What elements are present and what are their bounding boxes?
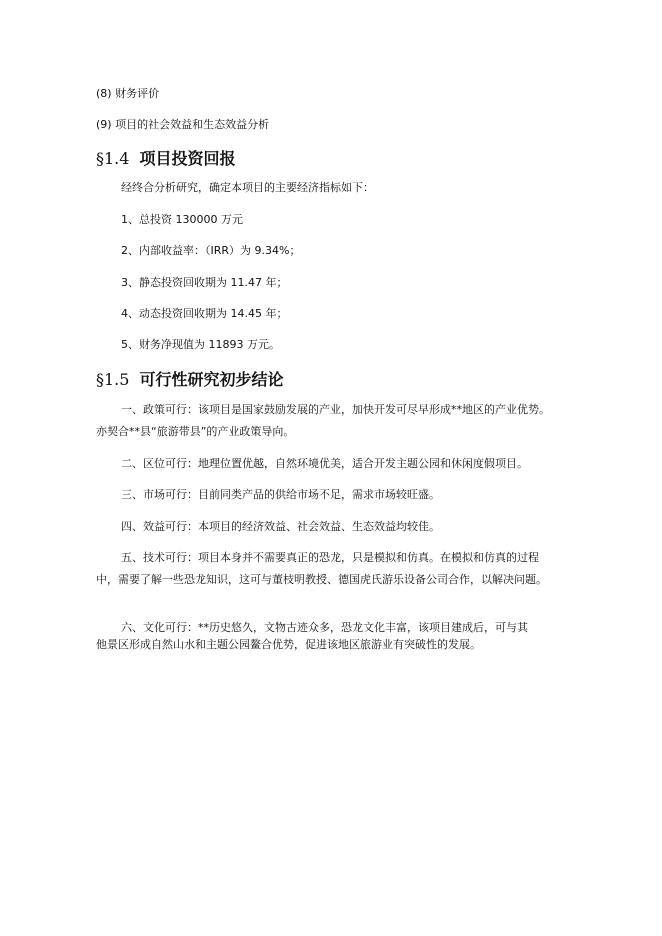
paragraph-culture-line1: 六、文化可行：**历史悠久，文物古迹众多，恐龙文化丰富，该项目建成后，可与其: [121, 621, 528, 634]
section-intro: 经终合分析研究，确定本项目的主要经济指标如下：: [121, 181, 374, 194]
section-title: 可行性研究初步结论: [139, 370, 284, 389]
indicator-item: 4、动态投资回收期为 14.45 年；: [121, 307, 288, 320]
section-title: 项目投资回报: [139, 149, 236, 168]
indicator-item: 5、财务净现值为 11893 万元。: [121, 338, 280, 351]
indicator-item: 3、静态投资回收期为 11.47 年；: [121, 276, 288, 289]
paragraph-culture-line2: 他景区形成自然山水和主题公园鳌合优势，促进该地区旅游业有突破性的发展。: [96, 638, 481, 651]
paragraph-benefit: 四、效益可行：本项目的经济效益、社会效益、生态效益均较佳。: [121, 520, 440, 533]
paragraph-location: 二、区位可行：地理位置优越，自然环境优美，适合开发主题公园和休闲度假项目。: [121, 457, 528, 470]
paragraph-market: 三、市场可行：目前同类产品的供给市场不足，需求市场较旺盛。: [121, 488, 440, 501]
section-number: §1.5: [96, 370, 130, 389]
section-heading-1-4: [96, 149, 235, 169]
list-item-financial-evaluation: (8) 财务评价: [96, 87, 160, 100]
indicator-item: 2、内部收益率：（IRR）为 9.34%；: [121, 244, 301, 257]
paragraph-policy-line2: 亦契合**县“旅游带县”的产业政策导向。: [96, 425, 295, 438]
paragraph-technology-line2: 中，需要了解一些恐龙知识，这可与董枝明教授、德国虎氏游乐设备公司合作，以解决问题。: [96, 573, 547, 586]
section-number: §1.4: [96, 149, 130, 168]
paragraph-policy-line1: 一、政策可行：该项目是国家鼓励发展的产业，加快开发可尽早形成**地区的产业优势。: [121, 403, 550, 416]
paragraph-technology-line1: 五、技术可行：项目本身并不需要真正的恐龙，只是模拟和仿真。在模拟和仿真的过程: [121, 551, 539, 564]
section-heading-1-5: [96, 370, 283, 390]
list-item-benefit-analysis: (9) 项目的社会效益和生态效益分析: [96, 118, 270, 131]
indicator-item: 1、总投资 130000 万元: [121, 213, 243, 226]
